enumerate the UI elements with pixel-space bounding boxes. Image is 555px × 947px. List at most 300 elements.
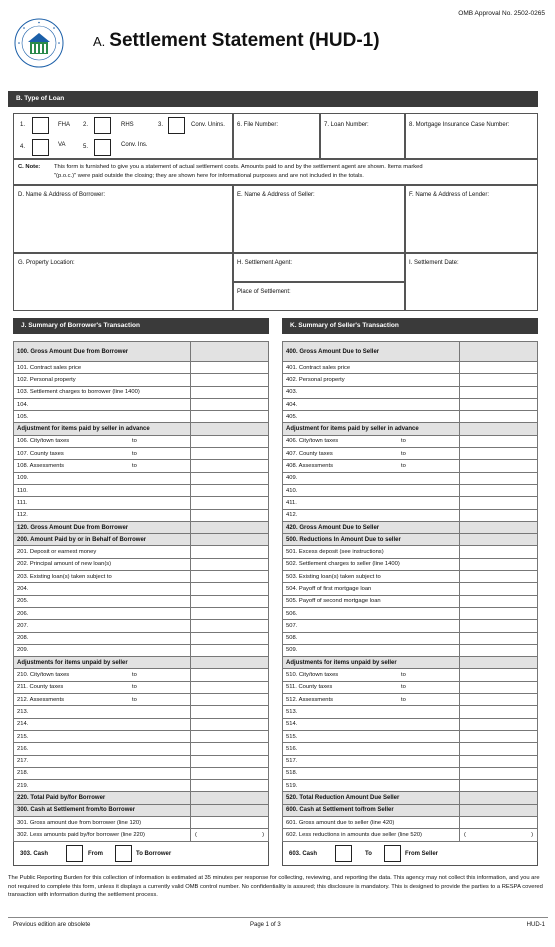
borrower-row-amount-field[interactable] — [191, 669, 269, 681]
seller-row — [283, 411, 538, 423]
loan-type-4-num: 4. — [20, 144, 26, 150]
borrower-row-amount-field[interactable] — [191, 644, 269, 656]
borrower-row-label-text: 106. City/town taxes — [17, 438, 70, 445]
mortgage-case-label: 8. Mortgage Insurance Case Number: — [409, 122, 510, 128]
loan-type-1-num: 1. — [20, 122, 26, 128]
borrower-row-label — [14, 362, 191, 374]
seller-row-amount-field[interactable] — [460, 718, 538, 730]
seller-row-label-text: 409. — [286, 475, 298, 482]
borrower-row — [14, 694, 269, 706]
seller-row-amount-field[interactable] — [460, 374, 538, 386]
borrower-row-label — [14, 620, 191, 632]
borrower-row-amount-field[interactable] — [191, 607, 269, 619]
borrower-row-label — [14, 534, 191, 546]
seller-row-label — [283, 571, 460, 583]
borrower-row-amount-field[interactable] — [191, 497, 269, 509]
settlement-date-label: I. Settlement Date: — [409, 260, 459, 266]
seller-row-label-text: 402. Personal property — [286, 376, 345, 383]
borrower-row-amount-field[interactable] — [191, 792, 269, 804]
conv-ins-checkbox[interactable] — [94, 139, 111, 156]
seller-row — [283, 484, 538, 496]
seller-row-label — [283, 509, 460, 521]
borrower-row-label-text: 203. Existing loan(s) taken subject to — [17, 573, 112, 580]
borrower-row — [14, 669, 269, 681]
seller-row — [283, 657, 538, 669]
seller-row — [283, 534, 538, 546]
seller-row-label — [283, 730, 460, 742]
borrower-row-amount-field[interactable] — [191, 767, 269, 779]
seller-row — [283, 804, 538, 816]
borrower-row-label — [14, 521, 191, 533]
seller-row-amount-field[interactable] — [460, 755, 538, 767]
borrower-row-amount-field[interactable] — [191, 829, 269, 841]
seller-row-amount-field[interactable] — [460, 632, 538, 644]
borrower-row-label — [14, 780, 191, 792]
seller-row — [283, 730, 538, 742]
seller-row-amount-field[interactable] — [460, 411, 538, 423]
seller-row-label-text: 407. County taxes — [286, 450, 333, 457]
cash-from-seller-checkbox[interactable] — [384, 845, 401, 862]
borrower-row-amount-field[interactable] — [191, 374, 269, 386]
loan-number-label: 7. Loan Number: — [324, 122, 369, 128]
seller-row — [283, 497, 538, 509]
borrower-row-amount-field[interactable] — [191, 521, 269, 533]
seller-row-amount-field[interactable] — [460, 509, 538, 521]
seller-row-amount-field[interactable] — [460, 423, 538, 435]
seller-row-amount-field[interactable] — [460, 460, 538, 472]
seller-row-label — [283, 743, 460, 755]
settlement-date-field[interactable] — [405, 253, 538, 311]
borrower-row-amount-field[interactable] — [191, 571, 269, 583]
seller-row-amount-field[interactable] — [460, 558, 538, 570]
borrower-row-label — [14, 816, 191, 828]
borrower-row — [14, 644, 269, 656]
borrower-row-amount-field[interactable] — [191, 595, 269, 607]
seller-row-amount-field[interactable] — [460, 743, 538, 755]
borrower-row-label — [14, 743, 191, 755]
borrower-row — [14, 730, 269, 742]
borrower-row — [14, 804, 269, 816]
borrower-row — [14, 411, 269, 423]
seller-row — [283, 374, 538, 386]
borrower-row-amount-field[interactable] — [191, 534, 269, 546]
borrower-row-label-text: 109. — [17, 475, 29, 482]
seller-row-amount-field[interactable] — [460, 534, 538, 546]
borrower-row — [14, 362, 269, 374]
borrower-row — [14, 657, 269, 669]
borrower-row-label — [14, 694, 191, 706]
seller-row-amount-field[interactable] — [460, 620, 538, 632]
borrower-row-amount-field[interactable] — [191, 657, 269, 669]
borrower-row-label-text: 216. — [17, 745, 29, 752]
borrower-row-label — [14, 484, 191, 496]
seller-row-amount-field[interactable] — [460, 342, 538, 362]
borrower-row-label — [14, 632, 191, 644]
loan-type-3-num: 3. — [158, 122, 164, 128]
borrower-row-amount-field[interactable] — [191, 755, 269, 767]
borrower-row-label — [14, 730, 191, 742]
seller-row-label-text: 403. — [286, 389, 298, 396]
borrower-row-amount-field[interactable] — [191, 743, 269, 755]
borrower-row-label — [14, 767, 191, 779]
seller-row-label — [283, 521, 460, 533]
seller-row — [283, 644, 538, 656]
borrower-row-label-text: 201. Deposit or earnest money — [17, 549, 97, 556]
title-prefix: A. — [93, 34, 106, 49]
borrower-cash-label: 303. Cash — [20, 850, 49, 857]
seller-row-label — [283, 681, 460, 693]
seller-row-amount-field[interactable] — [460, 669, 538, 681]
borrower-row-amount-field[interactable] — [191, 583, 269, 595]
borrower-field[interactable] — [13, 185, 233, 253]
seller-row-to-label: to — [401, 684, 406, 691]
borrower-row — [14, 780, 269, 792]
borrower-row-amount-field[interactable] — [191, 509, 269, 521]
seller-row-to-label: to — [401, 696, 406, 703]
borrower-row-label — [14, 497, 191, 509]
borrower-row-label-text: 214. — [17, 721, 29, 728]
borrower-row — [14, 755, 269, 767]
title-text: Settlement Statement (HUD-1) — [109, 30, 380, 51]
borrower-row-label-text: 200. Amount Paid by or in Behalf of Borrower — [17, 536, 147, 543]
borrower-row — [14, 829, 269, 841]
seller-row-amount-field[interactable] — [460, 644, 538, 656]
borrower-row-amount-field[interactable] — [191, 472, 269, 484]
seller-row-amount-field[interactable] — [460, 706, 538, 718]
borrower-row-label-text: Adjustment for items paid by seller in advance — [17, 426, 150, 433]
borrower-row-label — [14, 681, 191, 693]
note-label: C. Note: — [18, 164, 41, 170]
seller-row — [283, 669, 538, 681]
omb-approval: OMB Approval No. 2502-0265 — [458, 10, 545, 17]
va-checkbox[interactable] — [32, 139, 49, 156]
note-text-1: This form is furnished to give you a statement of actual settlement costs. Amounts paid to and by the settlement agent are shown. Items marked — [54, 164, 423, 170]
borrower-row-label-text: 102. Personal property — [17, 376, 76, 383]
borrower-row-label — [14, 509, 191, 521]
page-title — [93, 30, 380, 52]
seller-row-amount-field[interactable] — [460, 386, 538, 398]
borrower-row-label-text: 103. Settlement charges to borrower (line 1400) — [17, 389, 140, 396]
section-b-header: B. Type of Loan — [8, 91, 538, 107]
seller-row-to-label: to — [401, 463, 406, 470]
borrower-row-label — [14, 607, 191, 619]
borrower-row-label — [14, 669, 191, 681]
rhs-label: RHS — [121, 122, 134, 128]
seller-row-label — [283, 546, 460, 558]
seller-row — [283, 521, 538, 533]
seller-row-label-text: 412. — [286, 512, 298, 519]
seller-row-label-text: 510. City/town taxes — [286, 672, 339, 679]
borrower-row-label-text: 120. Gross Amount Due from Borrower — [17, 524, 129, 531]
seller-row-label-text: 509. — [286, 647, 298, 654]
borrower-row-label-text: 300. Cash at Settlement from/to Borrower — [17, 807, 136, 814]
place-of-settlement-label: Place of Settlement: — [237, 289, 291, 295]
seller-row-amount-field[interactable] — [460, 472, 538, 484]
borrower-row-amount-field[interactable] — [191, 398, 269, 410]
section-k-header: K. Summary of Seller's Transaction — [282, 318, 538, 334]
seller-cash-label: 603. Cash — [289, 850, 318, 857]
seller-row-label — [283, 669, 460, 681]
seller-row-amount-field[interactable] — [460, 595, 538, 607]
seller-row-label-text: 518. — [286, 770, 298, 777]
borrower-row-amount-field[interactable] — [191, 706, 269, 718]
note-box — [13, 159, 538, 185]
borrower-row-label — [14, 460, 191, 472]
seller-row-label-text: 514. — [286, 721, 298, 728]
borrower-row-amount-field[interactable] — [191, 718, 269, 730]
seller-row — [283, 607, 538, 619]
borrower-row — [14, 448, 269, 460]
seller-row-to-label: to — [401, 672, 406, 679]
seller-row-amount-field[interactable] — [460, 804, 538, 816]
seller-row-amount-field[interactable] — [460, 362, 538, 374]
seller-row-amount-field[interactable] — [460, 694, 538, 706]
seller-row-amount-field[interactable] — [460, 583, 538, 595]
cash-from-seller-label: From Seller — [405, 850, 439, 857]
borrower-row-amount-field[interactable] — [191, 681, 269, 693]
seller-row-amount-field[interactable] — [460, 767, 538, 779]
borrower-row-amount-field[interactable] — [191, 362, 269, 374]
loan-number-field[interactable] — [320, 113, 405, 159]
borrower-row-to-label: to — [132, 450, 137, 457]
borrower-row-label — [14, 374, 191, 386]
seller-row-amount-field[interactable] — [460, 497, 538, 509]
seller-field[interactable] — [233, 185, 405, 253]
file-number-label: 6. File Number: — [237, 122, 279, 128]
borrower-row — [14, 583, 269, 595]
seller-row-label-text: 508. — [286, 635, 298, 642]
seller-row-label-text: 520. Total Reduction Amount Due Seller — [286, 795, 400, 802]
borrower-row-amount-field[interactable] — [191, 632, 269, 644]
borrower-row-amount-field[interactable] — [191, 460, 269, 472]
borrower-row — [14, 706, 269, 718]
borrower-row-to-label: to — [132, 672, 137, 679]
seller-row-amount-field[interactable] — [460, 792, 538, 804]
seller-row-label — [283, 620, 460, 632]
cash-to-label: To — [365, 850, 372, 857]
seller-row-label-text: 502. Settlement charges to seller (line 1400) — [286, 561, 400, 568]
conv-unins-label: Conv. Unins. — [191, 122, 225, 128]
form-id: HUD-1 — [526, 922, 545, 928]
seller-row-amount-field[interactable] — [460, 546, 538, 558]
borrower-row — [14, 460, 269, 472]
seller-row-label-text: 507. — [286, 622, 298, 629]
paren-open: ( — [464, 831, 466, 838]
seller-row-label-text: 600. Cash at Settlement to/from Seller — [286, 807, 394, 814]
borrower-row-label — [14, 657, 191, 669]
seller-row — [283, 509, 538, 521]
seller-row — [283, 792, 538, 804]
borrower-row — [14, 497, 269, 509]
borrower-row-label-text: 220. Total Paid by/for Borrower — [17, 795, 106, 802]
seller-row-label — [283, 374, 460, 386]
borrower-row — [14, 435, 269, 447]
seller-row-label-text: 602. Less reductions in amounts due seller (line 520) — [286, 831, 422, 838]
seller-row — [283, 435, 538, 447]
borrower-row-amount-field[interactable] — [191, 411, 269, 423]
seller-row-label — [283, 558, 460, 570]
seller-row-amount-field[interactable] — [460, 780, 538, 792]
borrower-row-label — [14, 546, 191, 558]
seller-row-label — [283, 767, 460, 779]
seller-row-label-text: 503. Existing loan(s) taken subject to — [286, 573, 381, 580]
seller-row-label — [283, 423, 460, 435]
borrower-row-label-text: 301. Gross amount due from borrower (line 120) — [17, 819, 142, 826]
seller-row-label-text: 404. — [286, 401, 298, 408]
borrower-row — [14, 743, 269, 755]
borrower-row-label-text: 100. Gross Amount Due from Borrower — [17, 348, 129, 355]
borrower-row-label-text: 206. — [17, 610, 29, 617]
seller-row-label-text: 511. County taxes — [286, 684, 333, 691]
borrower-cash-row — [13, 842, 269, 866]
seller-row-amount-field[interactable] — [460, 398, 538, 410]
seller-row-amount-field[interactable] — [460, 657, 538, 669]
borrower-row-label-text: 105. — [17, 413, 29, 420]
borrower-row-amount-field[interactable] — [191, 386, 269, 398]
paren-close: ) — [531, 831, 533, 838]
borrower-row-amount-field[interactable] — [191, 620, 269, 632]
seller-row — [283, 472, 538, 484]
seller-row-label — [283, 435, 460, 447]
borrower-row — [14, 571, 269, 583]
borrower-row-amount-field[interactable] — [191, 730, 269, 742]
cash-to-checkbox[interactable] — [335, 845, 352, 862]
seller-row-label — [283, 411, 460, 423]
seller-row-label-text: Adjustments for items unpaid by seller — [286, 659, 397, 666]
seller-row-label-text: 500. Reductions In Amount Due to seller — [286, 536, 401, 543]
property-location-label: G. Property Location: — [18, 260, 75, 266]
seller-row — [283, 448, 538, 460]
borrower-row — [14, 767, 269, 779]
borrower-row-label-text: 108. Assessments — [17, 463, 65, 470]
property-location-field[interactable] — [13, 253, 233, 311]
borrower-row-amount-field[interactable] — [191, 448, 269, 460]
seller-row-label — [283, 398, 460, 410]
lender-label: F. Name & Address of Lender: — [409, 192, 490, 198]
borrower-row — [14, 681, 269, 693]
borrower-label: D. Name & Address of Borrower: — [18, 192, 106, 198]
seller-row — [283, 694, 538, 706]
seller-row-amount-field[interactable] — [460, 829, 538, 841]
seller-row-label — [283, 792, 460, 804]
seller-row-label-text: 515. — [286, 733, 298, 740]
borrower-row-label — [14, 706, 191, 718]
page-number: Page 1 of 3 — [250, 922, 281, 928]
seller-row-amount-field[interactable] — [460, 571, 538, 583]
seller-row-label-text: Adjustment for items paid by seller in advance — [286, 426, 419, 433]
borrower-row — [14, 472, 269, 484]
seller-row-amount-field[interactable] — [460, 435, 538, 447]
conv-unins-checkbox[interactable] — [168, 117, 185, 134]
seller-row — [283, 632, 538, 644]
settlement-agent-field[interactable] — [233, 253, 405, 282]
borrower-row-amount-field[interactable] — [191, 423, 269, 435]
borrower-row-label-text: 111. — [17, 499, 28, 506]
seller-row — [283, 755, 538, 767]
borrower-row — [14, 484, 269, 496]
seller-row-label-text: 506. — [286, 610, 298, 617]
seller-row-label — [283, 657, 460, 669]
fha-checkbox[interactable] — [32, 117, 49, 134]
borrower-row-label — [14, 448, 191, 460]
borrower-row-label-text: 211. County taxes — [17, 684, 64, 691]
seller-row-amount-field[interactable] — [460, 484, 538, 496]
borrower-row — [14, 816, 269, 828]
seller-row-to-label: to — [401, 438, 406, 445]
seller-row-label — [283, 472, 460, 484]
borrower-row-amount-field[interactable] — [191, 435, 269, 447]
seller-row-amount-field[interactable] — [460, 730, 538, 742]
seller-row-label — [283, 484, 460, 496]
seller-row — [283, 780, 538, 792]
seller-row-amount-field[interactable] — [460, 607, 538, 619]
paren-open: ( — [195, 831, 197, 838]
borrower-row-amount-field[interactable] — [191, 804, 269, 816]
borrower-row-label-text: 205. — [17, 598, 29, 605]
lender-field[interactable] — [405, 185, 538, 253]
va-label: VA — [58, 142, 66, 148]
seller-row-amount-field[interactable] — [460, 521, 538, 533]
borrower-row-amount-field[interactable] — [191, 816, 269, 828]
borrower-row-amount-field[interactable] — [191, 694, 269, 706]
seller-row — [283, 571, 538, 583]
borrower-row-amount-field[interactable] — [191, 780, 269, 792]
seller-row-amount-field[interactable] — [460, 681, 538, 693]
borrower-row-label-text: 210. City/town taxes — [17, 672, 70, 679]
borrower-row-label-text: 101. Contract sales price — [17, 364, 82, 371]
mortgage-case-field[interactable] — [405, 113, 538, 159]
borrower-row — [14, 398, 269, 410]
borrower-row-to-label: to — [132, 696, 137, 703]
section-j-header: J. Summary of Borrower's Transaction — [13, 318, 269, 334]
seller-row — [283, 743, 538, 755]
seller-row-label — [283, 706, 460, 718]
seller-row-amount-field[interactable] — [460, 816, 538, 828]
place-of-settlement-field[interactable] — [233, 282, 405, 311]
borrower-row-label — [14, 571, 191, 583]
seller-row-label-text: 411. — [286, 499, 297, 506]
borrower-row-label-text: 107. County taxes — [17, 450, 64, 457]
borrower-row-label-text: 110. — [17, 487, 28, 494]
seller-row — [283, 718, 538, 730]
seller-row — [283, 829, 538, 841]
borrower-row-amount-field[interactable] — [191, 484, 269, 496]
borrower-row-label — [14, 718, 191, 730]
seller-row-label-text: 420. Gross Amount Due to Seller — [286, 524, 380, 531]
cash-from-checkbox[interactable] — [66, 845, 83, 862]
borrower-row-label-text: 208. — [17, 635, 29, 642]
borrower-row-label-text: 204. — [17, 585, 29, 592]
seller-row-label — [283, 386, 460, 398]
borrower-row — [14, 374, 269, 386]
seller-row-label — [283, 632, 460, 644]
borrower-row-amount-field[interactable] — [191, 546, 269, 558]
seller-row-label-text: 410. — [286, 487, 298, 494]
seller-row-to-label: to — [401, 450, 406, 457]
seller-row-label-text: 517. — [286, 758, 298, 765]
borrower-row-amount-field[interactable] — [191, 558, 269, 570]
seller-row — [283, 362, 538, 374]
borrower-row-to-label: to — [132, 438, 137, 445]
borrower-row-label — [14, 595, 191, 607]
borrower-row-amount-field[interactable] — [191, 342, 269, 362]
file-number-field[interactable] — [233, 113, 320, 159]
borrower-row-label-text: 112. — [17, 512, 28, 519]
cash-to-borrower-checkbox[interactable] — [115, 845, 132, 862]
seller-row-amount-field[interactable] — [460, 448, 538, 460]
rhs-checkbox[interactable] — [94, 117, 111, 134]
borrower-row — [14, 595, 269, 607]
